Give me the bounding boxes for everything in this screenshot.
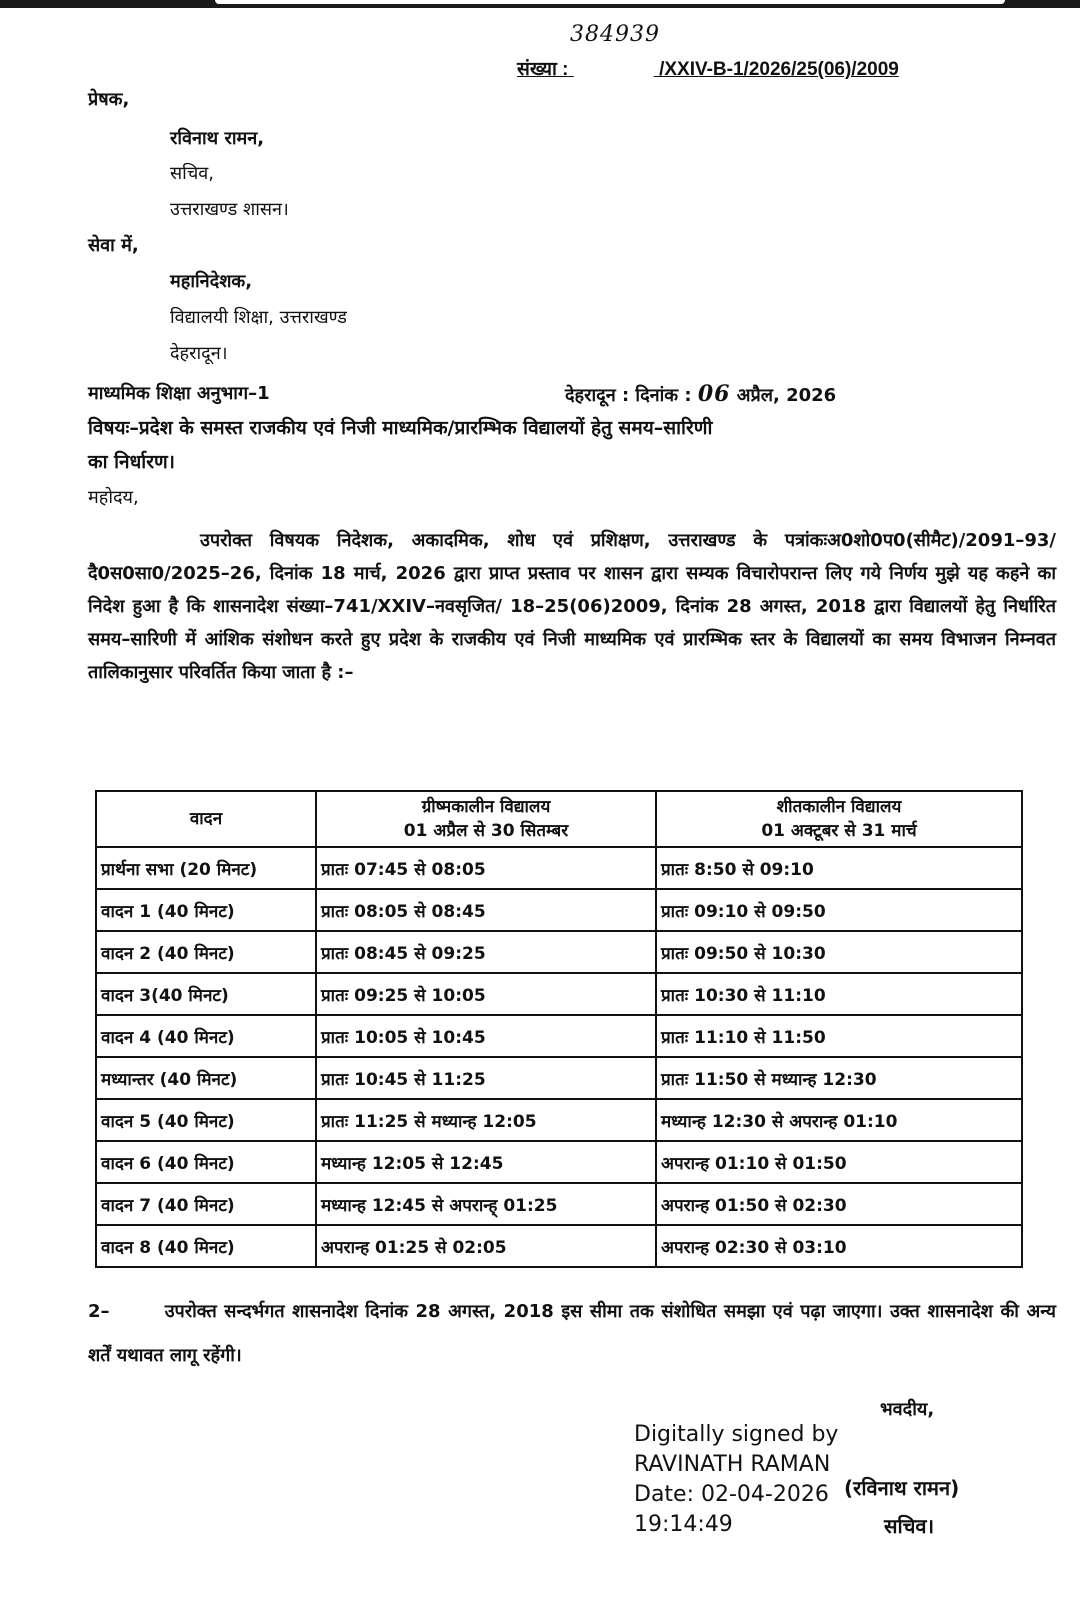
table-row — [96, 847, 1022, 889]
signatory-title: सचिव। — [884, 1514, 935, 1538]
body-paragraph — [88, 524, 1056, 689]
point-2-text: उपरोक्त सन्दर्भगत शासनादेश दिनांक 28 अगस्त, 2018 इस सीमा तक संशोधित समझा एवं पढ़ा जाएगा। उक्त शासनादेश की अन्य शर्तें यथावत लागू रहेंगी। — [88, 1301, 1056, 1366]
summer-time-cell: प्रातः 08:45 से 09:25 — [316, 931, 656, 973]
period-cell: वादन 3(40 मिनट) — [96, 973, 316, 1015]
summer-time-cell: प्रातः 08:05 से 08:45 — [316, 889, 656, 931]
winter-time-cell: प्रातः 10:30 से 11:10 — [656, 973, 1022, 1015]
point-2 — [88, 1290, 1056, 1378]
point-2-number: 2– — [88, 1301, 110, 1322]
table-row — [96, 1225, 1022, 1267]
digital-signature-line: Date: 02-04-2026 — [634, 1482, 829, 1507]
sender-office: उत्तराखण्ड शासन। — [170, 199, 289, 220]
handwritten-number: 384939 — [570, 22, 660, 47]
table-row — [96, 1015, 1022, 1057]
date-prefix: देहरादून : दिनांक : — [565, 385, 692, 406]
table-row — [96, 1183, 1022, 1225]
period-cell: वादन 8 (40 मिनट) — [96, 1225, 316, 1267]
recipient-label: सेवा में, — [88, 235, 139, 256]
winter-time-cell: प्रातः 8:50 से 09:10 — [656, 847, 1022, 889]
sender-designation: सचिव, — [170, 163, 214, 184]
header-period: वादन — [96, 791, 316, 847]
winter-time-cell: प्रातः 11:10 से 11:50 — [656, 1015, 1022, 1057]
sender-name: रविनाथ रामन, — [170, 128, 265, 149]
digital-signature-line: Digitally signed by — [634, 1422, 839, 1447]
digital-signature-line: 19:14:49 — [634, 1512, 733, 1537]
recipient-department: विद्यालयी शिक्षा, उत्तराखण्ड — [170, 307, 347, 328]
reference-label: संख्या : — [517, 59, 569, 80]
period-cell: वादन 5 (40 मिनट) — [96, 1099, 316, 1141]
subject-line-2: का निर्धारण। — [88, 451, 175, 473]
date-rest: अप्रैल, 2026 — [736, 385, 837, 406]
table-row — [96, 1141, 1022, 1183]
body-paragraph-text: उपरोक्त विषयक निदेशक, अकादमिक, शोध एवं प्रशिक्षण, उत्तराखण्ड के पत्रांकःअ0शो0प0(सीमैट)/2091–93/दै0स0सा0/2025–26, दिनांक 18 मार्च, 2026 द्वारा प्राप्त प्रस्ताव पर शासन द्वारा सम्यक विचारोपरान्त लिए गये निर्णय मुझे यह कहने का निदेश हुआ है कि शासनादेश संख्या–741/XXIV–नवसृजित/ 18–25(06)2009, दिनांक 28 अगस्त, 2018 द्वारा विद्यालयों हेतु निर्धारित समय–सारिणी में आंशिक संशोधन करते हुए प्रदेश के राजकीय एवं निजी माध्यमिक एवं प्रारम्भिक स्तर के विद्यालयों का समय विभाजन निम्नवत तालिकानुसार परिवर्तित किया जाता है :– — [88, 530, 1056, 683]
recipient-city: देहरादून। — [170, 343, 228, 364]
salutation: महोदय, — [88, 487, 139, 508]
summer-time-cell: प्रातः 10:05 से 10:45 — [316, 1015, 656, 1057]
table-row — [96, 931, 1022, 973]
period-cell: वादन 7 (40 मिनट) — [96, 1183, 316, 1225]
winter-time-cell: अपरान्ह 02:30 से 03:10 — [656, 1225, 1022, 1267]
recipient-designation: महानिदेशक, — [170, 271, 253, 292]
reference-number — [517, 55, 899, 81]
table-row — [96, 1099, 1022, 1141]
top-bar — [0, 0, 1080, 8]
summer-time-cell: प्रातः 09:25 से 10:05 — [316, 973, 656, 1015]
period-cell: प्रार्थना सभा (20 मिनट) — [96, 847, 316, 889]
top-bar-notch — [215, 0, 1005, 4]
timetable-header-row — [96, 791, 1022, 847]
table-row — [96, 973, 1022, 1015]
date-day: 06 — [697, 381, 731, 407]
sender-label: प्रेषक, — [88, 89, 130, 110]
timetable — [95, 790, 1023, 1268]
period-cell: वादन 4 (40 मिनट) — [96, 1015, 316, 1057]
summer-time-cell: मध्यान्ह 12:05 से 12:45 — [316, 1141, 656, 1183]
header-summer: ग्रीष्मकालीन विद्यालय 01 अप्रैल से 30 सितम्बर — [316, 791, 656, 847]
winter-time-cell: मध्यान्ह 12:30 से अपरान्ह 01:10 — [656, 1099, 1022, 1141]
letter-date — [565, 382, 836, 408]
reference-value: /XXIV-B-1/2026/25(06)/2009 — [659, 59, 899, 80]
section-name: माध्यमिक शिक्षा अनुभाग–1 — [88, 383, 270, 404]
table-row — [96, 1057, 1022, 1099]
summer-time-cell: अपरान्ह 01:25 से 02:05 — [316, 1225, 656, 1267]
winter-time-cell: अपरान्ह 01:10 से 01:50 — [656, 1141, 1022, 1183]
summer-time-cell: प्रातः 11:25 से मध्यान्ह 12:05 — [316, 1099, 656, 1141]
closing: भवदीय, — [880, 1399, 935, 1420]
winter-time-cell: अपरान्ह 01:50 से 02:30 — [656, 1183, 1022, 1225]
period-cell: वादन 1 (40 मिनट) — [96, 889, 316, 931]
period-cell: वादन 2 (40 मिनट) — [96, 931, 316, 973]
table-row — [96, 889, 1022, 931]
subject-line-1: विषयः–प्रदेश के समस्त राजकीय एवं निजी माध्यमिक/प्रारम्भिक विद्यालयों हेतु समय–सारिणी — [88, 417, 713, 439]
winter-time-cell: प्रातः 09:50 से 10:30 — [656, 931, 1022, 973]
summer-time-cell: प्रातः 10:45 से 11:25 — [316, 1057, 656, 1099]
header-winter: शीतकालीन विद्यालय 01 अक्टूबर से 31 मार्च — [656, 791, 1022, 847]
period-cell: वादन 6 (40 मिनट) — [96, 1141, 316, 1183]
winter-time-cell: प्रातः 11:50 से मध्यान्ह 12:30 — [656, 1057, 1022, 1099]
signatory-name: (रविनाथ रामन) — [844, 1476, 960, 1500]
summer-time-cell: प्रातः 07:45 से 08:05 — [316, 847, 656, 889]
digital-signature-block — [634, 1420, 838, 1540]
period-cell: मध्यान्तर (40 मिनट) — [96, 1057, 316, 1099]
winter-time-cell: प्रातः 09:10 से 09:50 — [656, 889, 1022, 931]
digital-signature-line: RAVINATH RAMAN — [634, 1452, 831, 1477]
summer-time-cell: मध्यान्ह 12:45 से अपरान्ह् 01:25 — [316, 1183, 656, 1225]
